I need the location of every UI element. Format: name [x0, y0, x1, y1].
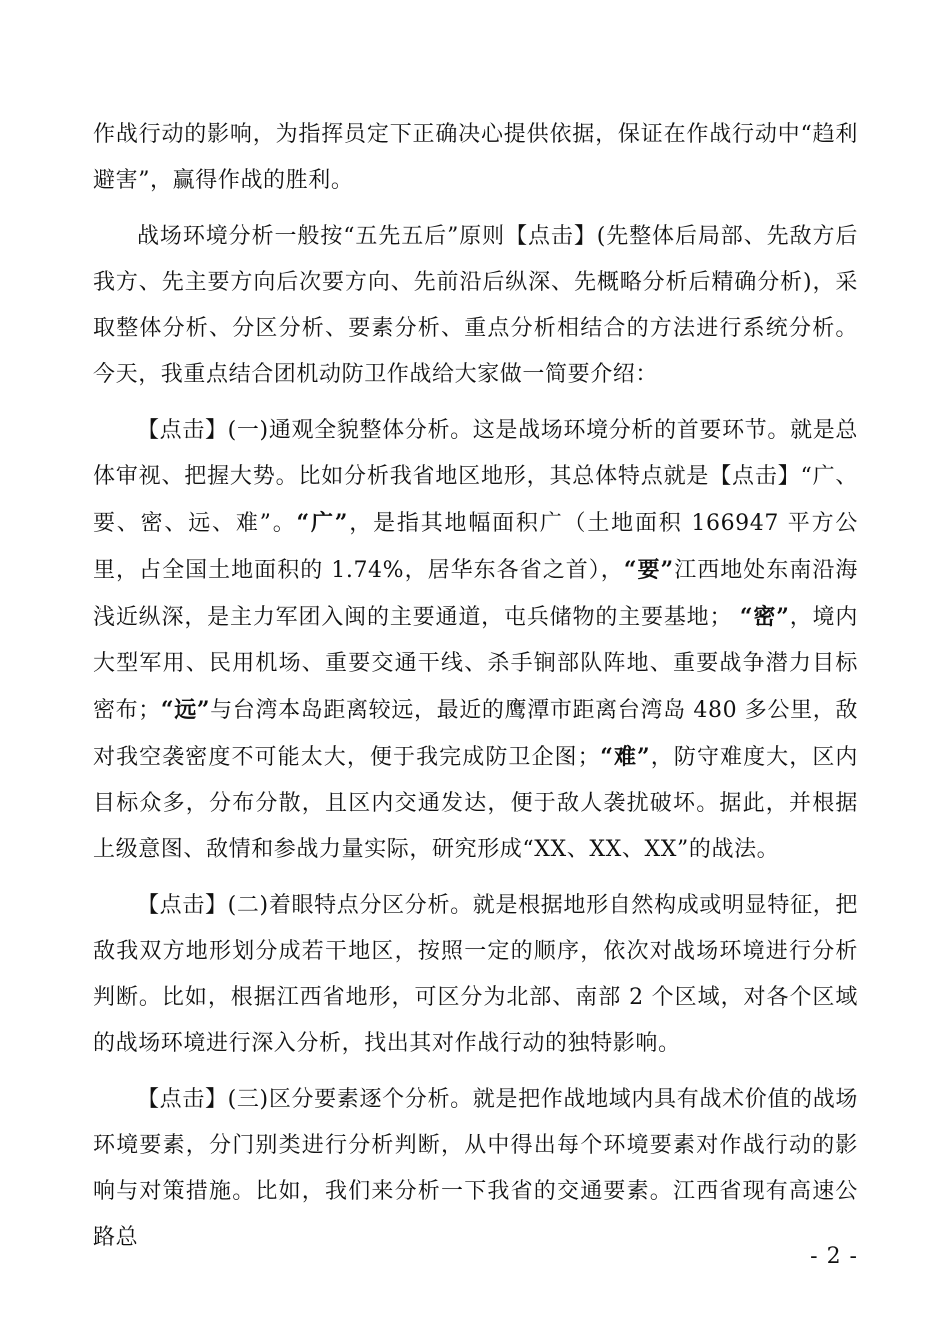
paragraph-4-body: 就是根据地形自然构成或明显特征，把敌我双方地形划分成若干地区，按照一定的顺序，依次对战场环境进行分析判断。比如，根据江西省地形，可区分为北部、南部 2 个区域，对各个区域的战场环境进行深入分析，找出其对作战行动的独特影响。 [93, 893, 858, 1056]
paragraph-3-part-3: 江西地处东南沿海浅近纵深，是主力军团入闽的主要通道，屯兵储物的主要基地； [93, 558, 859, 630]
term-nan: “难” [600, 744, 651, 770]
paragraph-3-part-4: ，境内大型军用、民用机场、重要交通干线、杀手锏部队阵地、重要战争潜力目标密布； [93, 605, 858, 723]
paragraph-2-text: 战场环境分析一般按“五先五后”原则【点击】(先整体后局部、先敌方后我方、先主要方向后次要方向、先前沿后纵深、先概略分析后精确分析)，采取整体分析、分区分析、要素分析、重点分析相结合的方法进行系统分析。今天，我重点结合团机动防卫作战给大家做一简要介绍： [93, 224, 858, 387]
paragraph-4-heading: 着眼特点分区分析。 [268, 893, 473, 918]
paragraph-5-prefix: 【点击】(三) [137, 1087, 269, 1112]
paragraph-4-prefix: 【点击】(二) [137, 893, 269, 918]
page-number: - 2 - [810, 1244, 858, 1269]
paragraph-3-heading: 通观全貌整体分析。 [268, 418, 473, 443]
term-guang: “广” [296, 510, 349, 536]
paragraph-3-part-5: 与台湾本岛距离较远，最近的鹰潭市距离台湾岛 480 多公里，敌对我空袭密度不可能太大，便于我完成防卫企图； [93, 698, 858, 770]
paragraph-3 [93, 408, 858, 873]
paragraph-3-part-6: ，防守难度大，区内目标众多，分布分散，且区内交通发达，便于敌人袭扰破坏。据此，并根据上级意图、敌情和参战力量实际，研究形成“XX、XX、XX”的战法。 [93, 745, 859, 862]
paragraph-5-body: 就是把作战地域内具有战术价值的战场环境要素，分门别类进行分析判断，从中得出每个环境要素对作战行动的影响与对策措施。比如，我们来分析一下我省的交通要素。江西省现有高速公路总 [93, 1087, 858, 1250]
paragraph-gap [93, 204, 858, 214]
paragraph-3-prefix: 【点击】(一) [137, 418, 269, 443]
paragraph-gap [93, 398, 858, 408]
paragraph-5-heading: 区分要素逐个分析。 [268, 1087, 473, 1112]
term-yao: “要” [623, 557, 674, 583]
term-yuan: “远” [160, 697, 211, 723]
paragraph-gap [93, 873, 858, 883]
paragraph-4 [93, 883, 858, 1067]
term-mi: “密” [739, 604, 790, 630]
document-body [93, 112, 858, 1261]
paragraph-1 [93, 112, 858, 204]
paragraph-5 [93, 1077, 858, 1261]
paragraph-1-text: 作战行动的影响，为指挥员定下正确决心提供依据，保证在作战行动中“趋利避害”，赢得作战的胜利。 [93, 122, 858, 193]
paragraph-2 [93, 214, 858, 398]
paragraph-3-part-2: ，是指其地幅面积广（土地面积 166947 平方公里，占全国土地面积的 1.74%，居华东各省之首）， [93, 511, 858, 583]
paragraph-gap [93, 1067, 858, 1077]
paragraph-3-part-1: 这是战场环境分析的首要环节。就是总体审视、把握大势。比如分析我省地区地形，其总体特点就是【点击】“广、要、密、远、难”。 [93, 418, 858, 536]
